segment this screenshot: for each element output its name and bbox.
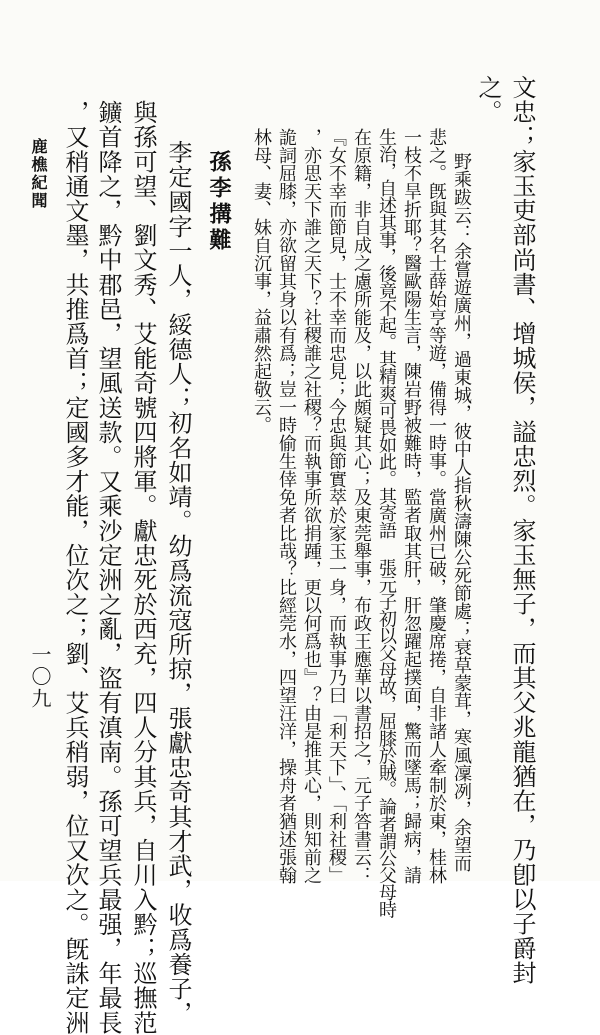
note-column-1: 野乘跋云：余嘗遊廣州，過東城，彼中人指秋濤陳公死節處；衰草蒙茸，寒風凜冽，余望而 bbox=[451, 152, 472, 872]
note-column-9: 林母、妻、妹自沉事，益肅然起敬云。 bbox=[251, 128, 272, 434]
page-number: 一〇九 bbox=[28, 644, 52, 710]
body-column-1: 李定國字一人，綏德人；初名如靖。幼爲流寇所掠，張獻忠奇其才武，收爲養子， bbox=[164, 140, 192, 1026]
body-column-3: 鑛首降之，黔中郡邑，望風送款。又乘沙定洲之亂，盜有滇南。孫可望兵最强，年最長 bbox=[94, 100, 122, 1035]
note-column-3: 一枝不旱折耶？醫歐陽生言，陳岩野被難時，監者取其肝，肝忽躍起撲面，驚而墜馬；歸病，請 bbox=[401, 128, 422, 884]
note-column-4: 生治，自述其事，後竟不起。其精爽可畏如此。其寄語 張元子初以父母故，屈膝於賊。論者謂公父母時 bbox=[376, 128, 397, 918]
note-column-5: 在原籍，非自成之慮所能及，以此頗疑其心；及東莞舉事，布政王應華以書招之，元子答書云： bbox=[351, 128, 372, 884]
note-column-8: 詭詞屈膝，亦欲留其身以有爲；豈一時偷生倖免者比哉？比經莞水，四望汪洋，操舟者猶述張翰 bbox=[276, 128, 297, 884]
note-column-7: ，亦思天下誰之天下？社稷誰之社稷？而執事所欲捐踵，更以何爲也』？由是推其心，則知前之 bbox=[301, 128, 322, 884]
running-title: 鹿樵紀聞 bbox=[29, 138, 48, 210]
section-title: 孫李搆難 bbox=[206, 150, 232, 254]
intro-column-1: 文忠；家玉吏部尚書、增城侯，謚忠烈。家玉無子，而其父兆龍猶在，乃卽以子爵封 bbox=[508, 75, 536, 986]
note-column-2: 悲之。旣與其名士薛始亨等遊，備得一時事。當廣州已破，肇慶席捲，自非諸人牽制於東，桂林 bbox=[426, 128, 447, 884]
intro-column-2: 之。 bbox=[474, 75, 502, 125]
body-column-2: 與孫可望、劉文秀、艾能奇號四將軍。獻忠死於西充，四人分其兵，自川入黔；巡撫范 bbox=[129, 100, 157, 1035]
note-column-6: 『女不幸而節見，士不幸而忠見；今忠與節實萃於家玉一身，而執事乃曰「利天下」、「利社稷」 bbox=[326, 128, 347, 884]
body-column-4: ，又稍通文墨，共推爲首；定國多才能，位次之；劉、艾兵稍弱，位又次之。旣誅定洲 bbox=[61, 100, 89, 1035]
